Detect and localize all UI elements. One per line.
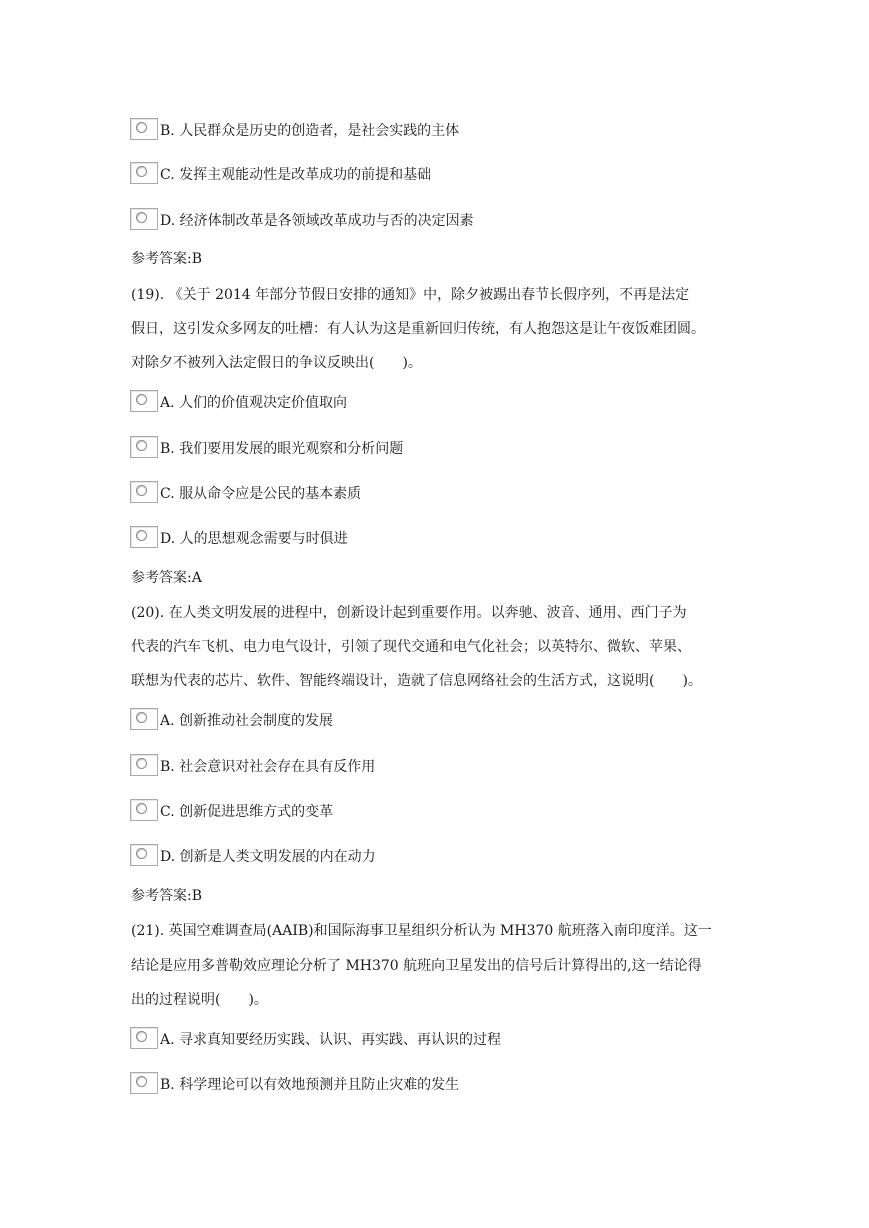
radio-button[interactable] <box>130 162 158 184</box>
question-19-line-2: 假日，这引发众多网友的吐槽：有人认为这是重新回归传统，有人抱怨这是让午夜饭难团圆。 <box>131 321 705 337</box>
option-a[interactable] <box>130 386 347 412</box>
option-b[interactable] <box>130 1068 459 1094</box>
question-21-line-3: 出的过程说明( )。 <box>131 992 268 1008</box>
question-20-line-1: (20). 在人类文明发展的进程中，创新设计起到重要作用。以奔驰、波音、通用、西门子为 <box>131 605 687 621</box>
option-text: D. 创新是人类文明发展的内在动力 <box>160 849 376 865</box>
option-text: A. 寻求真知要经历实践、认识、再实践、再认识的过程 <box>160 1032 502 1048</box>
option-d[interactable] <box>130 522 348 548</box>
option-text: B. 科学理论可以有效地预测并且防止灾难的发生 <box>160 1077 460 1093</box>
option-c[interactable] <box>130 158 431 184</box>
reference-answer: 参考答案:B <box>131 251 203 267</box>
question-19-line-3: 对除夕不被列入法定假日的争议反映出( )。 <box>131 355 422 371</box>
option-text: C. 创新促进思维方式的变革 <box>160 804 334 820</box>
radio-button[interactable] <box>130 708 158 730</box>
option-b[interactable] <box>130 432 403 458</box>
radio-button[interactable] <box>130 1027 158 1049</box>
radio-button[interactable] <box>130 436 158 458</box>
option-text: C. 服从命令应是公民的基本素质 <box>160 486 362 502</box>
reference-answer: 参考答案:A <box>131 570 202 586</box>
option-a[interactable] <box>130 1023 501 1049</box>
option-text: C. 发挥主观能动性是改革成功的前提和基础 <box>160 167 432 183</box>
option-text: D. 经济体制改革是各领域改革成功与否的决定因素 <box>160 213 474 229</box>
option-d[interactable] <box>130 204 474 230</box>
option-b[interactable] <box>130 750 375 776</box>
question-20-line-3: 联想为代表的芯片、软件、智能终端设计，造就了信息网络社会的生活方式，这说明( )。 <box>131 673 702 689</box>
question-20-line-2: 代表的汽车飞机、电力电气设计，引领了现代交通和电气化社会；以英特尔、微软、苹果、 <box>131 639 691 655</box>
option-text: B. 人民群众是历史的创造者，是社会实践的主体 <box>160 123 460 139</box>
radio-button[interactable] <box>130 1072 158 1094</box>
question-21-line-1: (21). 英国空难调查局(AAIB)和国际海事卫星组织分析认为 MH370 航班落入南印度洋。这一 <box>131 923 712 939</box>
radio-button[interactable] <box>130 799 158 821</box>
radio-button[interactable] <box>130 844 158 866</box>
radio-button[interactable] <box>130 754 158 776</box>
option-text: B. 我们要用发展的眼光观察和分析问题 <box>160 441 404 457</box>
question-21-line-2: 结论是应用多普勒效应理论分析了 MH370 航班向卫星发出的信号后计算得出的,这一结论得 <box>131 958 702 974</box>
option-text: A. 创新推动社会制度的发展 <box>160 713 334 729</box>
option-text: B. 社会意识对社会存在具有反作用 <box>160 759 376 775</box>
option-c[interactable] <box>130 795 333 821</box>
option-d[interactable] <box>130 840 376 866</box>
option-text: D. 人的思想观念需要与时俱进 <box>160 531 348 547</box>
reference-answer: 参考答案:B <box>131 888 203 904</box>
radio-button[interactable] <box>130 481 158 503</box>
radio-button[interactable] <box>130 390 158 412</box>
radio-button[interactable] <box>130 118 158 140</box>
radio-button[interactable] <box>130 526 158 548</box>
radio-button[interactable] <box>130 208 158 230</box>
option-c[interactable] <box>130 477 361 503</box>
option-text: A. 人们的价值观决定价值取向 <box>160 395 348 411</box>
option-a[interactable] <box>130 704 333 730</box>
option-b[interactable] <box>130 114 459 140</box>
question-19-line-1: (19). 《关于 2014 年部分节假日安排的通知》中，除夕被踢出春节长假序列，不再是法定 <box>131 287 690 303</box>
